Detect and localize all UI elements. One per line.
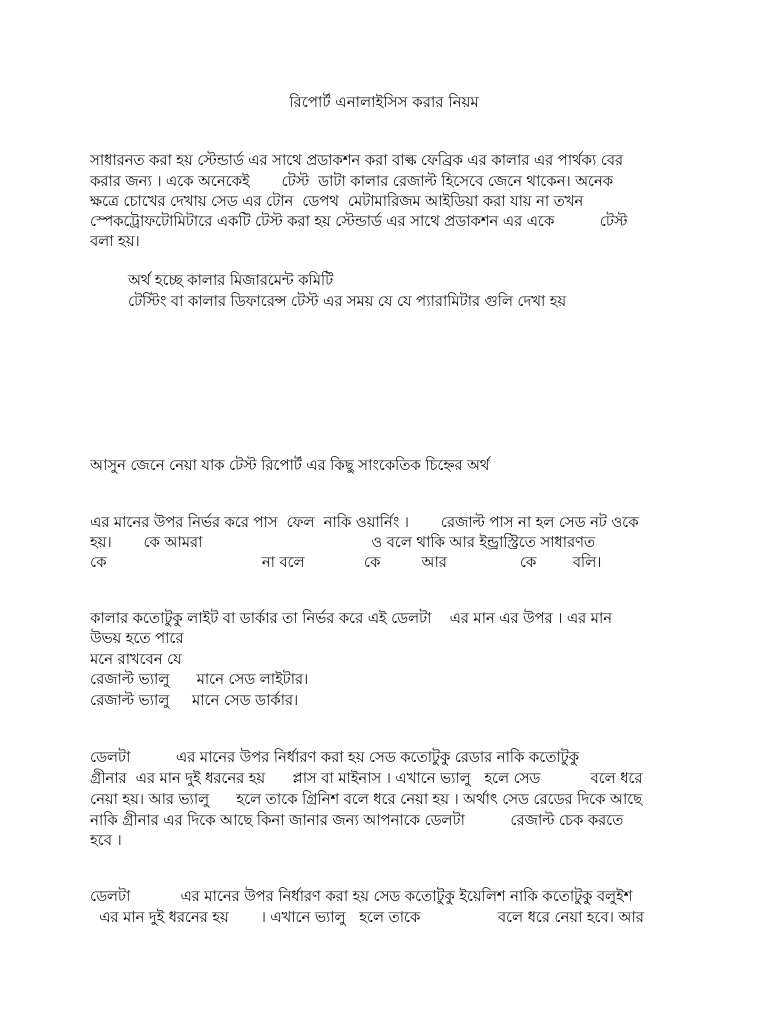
delta-a-line: হবে । [90,831,122,849]
definition-line: টেস্টিং বা কালার ডিফারেন্স টেস্ট এর সময় যে যে প্যারামিটার গুলি দেখা হয় [128,292,567,310]
document-title: রিপোর্ট এনালাইসিস করার নিয়ম [289,93,479,111]
delta-a-line: ডেলটা এর মানের উপর নির্ধারণ করা হয় সেড কতোটুকু রেডার নাকি কতোটুকু [90,748,579,766]
delta-a-line: নেয়া হয়। আর ভ্যালু হলে তাকে গ্রিনিশ বলে ধরে নেয়া হয় । অর্থাৎ সেড রেডের দিকে আছে [90,790,643,808]
intro-line: বলা হয়। [90,232,140,250]
delta-l-line: রেজাল্ট ভ্যালু মানে সেড ডার্কার। [90,691,299,709]
definition-line: অর্থ হচ্ছে কালার মিজারমেন্ট কমিটি [128,271,334,289]
delta-b-line: এর মান দুই ধরনের হয় । এখানে ভ্যালু হলে তাকে বলে ধরে নেয়া হবে। আর [90,908,644,926]
section-heading: আসুন জেনে নেয়া যাক টেস্ট রিপোর্ট এর কিছু সাংকেতিক চিহ্নের অর্থ [90,456,490,474]
delta-l-line: কালার কতোটুকু লাইট বা ডার্কার তা নির্ভর করে এই ডেলটা এর মান এর উপর । এর মান [90,609,612,627]
delta-a-line: গ্রীনার এর মান দুই ধরনের হয় প্লাস বা মাইনাস । এখানে ভ্যালু হলে সেড বলে ধরে [90,769,643,787]
delta-l-line: মনে রাখবেন যে [90,650,182,668]
passfail-line: কে না বলে কে আর কে বলি। [90,553,602,571]
intro-line: স্পেকট্রোফটোমিটারে একটি টেস্ট করা হয় স্টেন্ডার্ড এর সাথে প্রডাকশন এর একে টেস্ট [90,212,628,230]
delta-b-line: ডেলটা এর মানের উপর নির্ধারণ করা হয় সেড কতোটুকু ইয়েলিশ নাকি কতোটুকু বলুইশ [90,887,633,905]
passfail-line: হয়। কে আমরা ও বলে থাকি আর ইন্ড্রাস্ট্রিতে সাধারণত [90,533,595,551]
delta-l-line: উভয় হতে পারে [90,629,184,647]
intro-line: ক্ষত্রে চোখের দেখায় সেড এর টোন ডেপথ মেটামারিজম আইডিয়া করা যায় না তখন [90,192,584,210]
passfail-line: এর মানের উপর নির্ভর করে পাস ফেল নাকি ওয়ার্নিং । রেজাল্ট পাস না হল সেড নট ওকে [90,513,639,531]
delta-l-line: রেজাল্ট ভ্যালু মানে সেড লাইটার। [90,670,309,688]
delta-a-line: নাকি গ্রীনার এর দিকে আছে কিনা জানার জন্য আপনাকে ডেলটা রেজাল্ট চেক করতে [90,811,624,829]
intro-line: সাধারনত করা হয় স্টেন্ডার্ড এর সাথে প্রডাকশন করা বাল্ক ফেব্রিক এর কালার এর পার্থক্য বের [90,151,623,169]
intro-line: করার জন্য । একে অনেকেই টেস্ট ডাটা কালার রেজাল্ট হিসেবে জেনে থাকেন। অনেক [90,172,613,190]
